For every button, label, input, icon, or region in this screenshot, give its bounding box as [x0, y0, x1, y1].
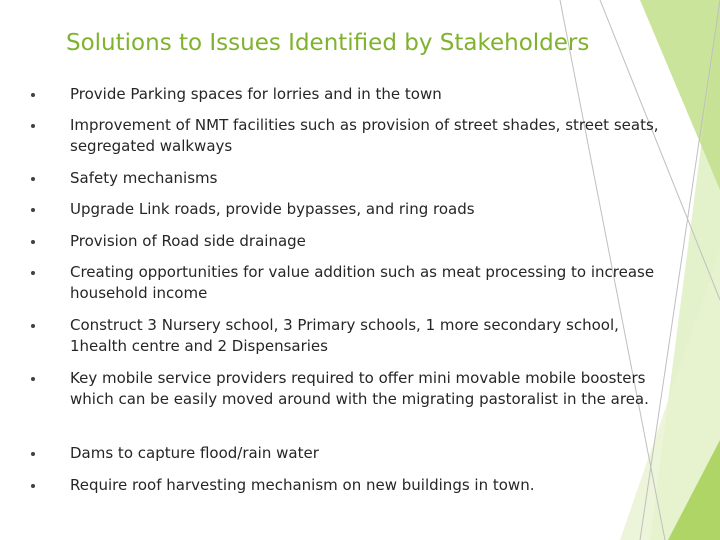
- slide-title: Solutions to Issues Identified by Stakeholders: [66, 30, 590, 56]
- bullet-text: Creating opportunities for value addition such as meat processing to increase household income: [70, 263, 655, 302]
- bullet-text: Provide Parking spaces for lorries and in the town: [70, 85, 442, 103]
- bullet-dot-icon: [31, 484, 35, 488]
- bullet-text: Construct 3 Nursery school, 3 Primary schools, 1 more secondary school, 1health centre and 2 Dispensaries: [70, 316, 619, 355]
- bullet-text: Improvement of NMT facilities such as provision of street shades, street seats, segregated walkways: [70, 116, 659, 155]
- bullet-dot-icon: [31, 377, 35, 381]
- bullet-text: Upgrade Link roads, provide bypasses, and ring roads: [70, 200, 475, 218]
- bullet-text: Dams to capture flood/rain water: [70, 444, 319, 462]
- bullet-text: Provision of Road side drainage: [70, 232, 306, 250]
- bullet-dot-icon: [31, 208, 35, 212]
- bullet-dot-icon: [31, 124, 35, 128]
- bullet-text: Require roof harvesting mechanism on new buildings in town.: [70, 476, 535, 494]
- bullet-dot-icon: [31, 240, 35, 244]
- bullet-dot-icon: [31, 93, 35, 97]
- bullet-dot-icon: [31, 324, 35, 328]
- bullet-dot-icon: [31, 271, 35, 275]
- bullet-text: Key mobile service providers required to offer mini movable mobile boosters which can be easily moved around with the migrating pastoralist in the area.: [70, 369, 649, 408]
- bullet-dot-icon: [31, 177, 35, 181]
- bullet-dot-icon: [31, 452, 35, 456]
- bullet-text: Safety mechanisms: [70, 169, 218, 187]
